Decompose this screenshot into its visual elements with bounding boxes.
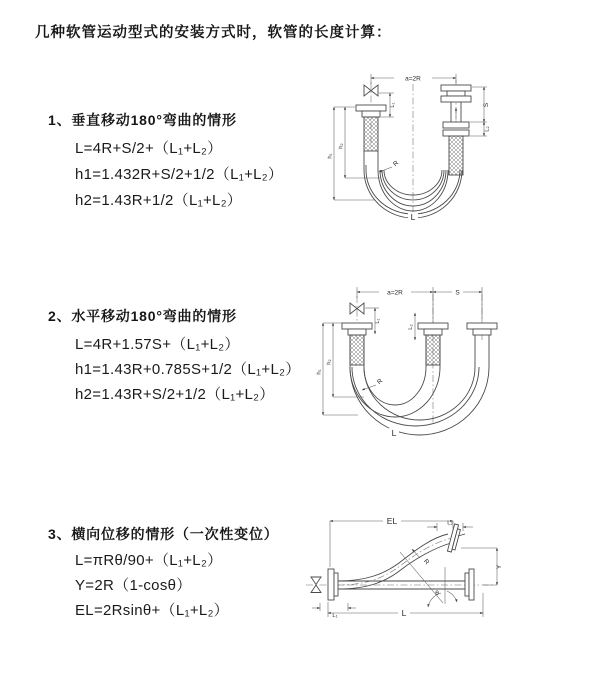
- dim-l-bottom: [408, 212, 418, 222]
- section-2-formula-h1: h1=1.43R+0.785S+1/2（L₁+L₂）: [75, 361, 301, 378]
- dim-label-r: R: [375, 377, 385, 387]
- dim-label-s: S: [455, 289, 460, 297]
- section-1-formula-h2: h2=1.43R+1/2（L₁+L₂）: [75, 192, 243, 209]
- section-1-formula-h1: h1=1.432R+S/2+1/2（L₁+L₂）: [75, 166, 284, 183]
- dim-l-bottom: [389, 428, 399, 438]
- page-title: 几种软管运动型式的安装方式时，软管的长度计算：: [35, 25, 392, 41]
- dim-label-l: L: [410, 212, 416, 222]
- section-3-formula-L: L=πRθ/90+（L₁+L₂）: [75, 552, 223, 569]
- dim-label-el: EL: [386, 516, 398, 526]
- dim-label-l1: L₁: [332, 613, 338, 619]
- dim-l2: [484, 122, 491, 136]
- dim-label-l1: L₁: [375, 318, 381, 324]
- section-2-formula-L: L=4R+1.57S+（L₁+L₂）: [75, 336, 240, 353]
- dim-label-r: R: [391, 159, 401, 169]
- dim-l-bottom: [328, 593, 483, 618]
- dim-l2: [408, 313, 415, 340]
- dim-label-h2: h₂: [326, 359, 333, 365]
- dim-label-l: L: [391, 428, 397, 438]
- hose-curves: [350, 335, 489, 435]
- dim-l2: [427, 521, 473, 532]
- dim-label-l2: L₂: [408, 324, 414, 330]
- section-2-heading: 2、水平移动180°弯曲的情形: [48, 308, 237, 324]
- section-3-heading: 3、横向位移的情形（一次性变位）: [48, 526, 279, 542]
- diagram-3-lateral-displacement: [298, 503, 510, 653]
- left-fitting: [356, 105, 386, 151]
- middle-fitting: [418, 323, 448, 365]
- dim-l1: [312, 603, 356, 619]
- left-fitting: [342, 323, 372, 365]
- dim-label-l: L: [401, 608, 407, 618]
- dimension-a2r: [371, 74, 456, 85]
- dim-label-h1: h₁: [316, 369, 323, 375]
- dim-label-s: S: [483, 102, 490, 108]
- dim-label-r: R: [421, 557, 431, 567]
- dim-label-l1: L₁: [390, 102, 396, 108]
- diagram-1-vertical-bend: [328, 70, 500, 228]
- dim-l1: [365, 308, 381, 334]
- section-3-formula-Y: Y=2R（1-cosθ）: [75, 577, 192, 594]
- section-1-formula-L: L=4R+S/2+（L₁+L₂）: [75, 140, 223, 157]
- dim-label-l2: L₂: [484, 126, 491, 132]
- right-fitting: [441, 85, 471, 175]
- dimension-a2r-s: [357, 287, 482, 322]
- section-1-heading: 1、垂直移动180°弯曲的情形: [48, 112, 237, 128]
- dim-label-theta: θ: [435, 590, 439, 597]
- dim-label-l2: L₂: [447, 520, 453, 527]
- dim-label-y: Y: [496, 564, 503, 570]
- diagram-2-horizontal-bend: [318, 282, 500, 442]
- dim-el: [330, 516, 453, 568]
- dim-label-a2r: a=2R: [405, 75, 421, 83]
- section-3-formula-EL: EL=2Rsinθ+（L₁+L₂）: [75, 602, 229, 619]
- right-fitting-moved: [467, 323, 497, 335]
- dim-label-h1: h₁: [327, 153, 334, 159]
- centerlines: [357, 294, 482, 424]
- left-flange: [328, 569, 338, 600]
- section-2-formula-h2: h2=1.43R+S/2+1/2（L₁+L₂）: [75, 386, 275, 403]
- dim-label-a2r: a=2R: [387, 289, 403, 297]
- dim-label-h2: h₂: [338, 143, 345, 149]
